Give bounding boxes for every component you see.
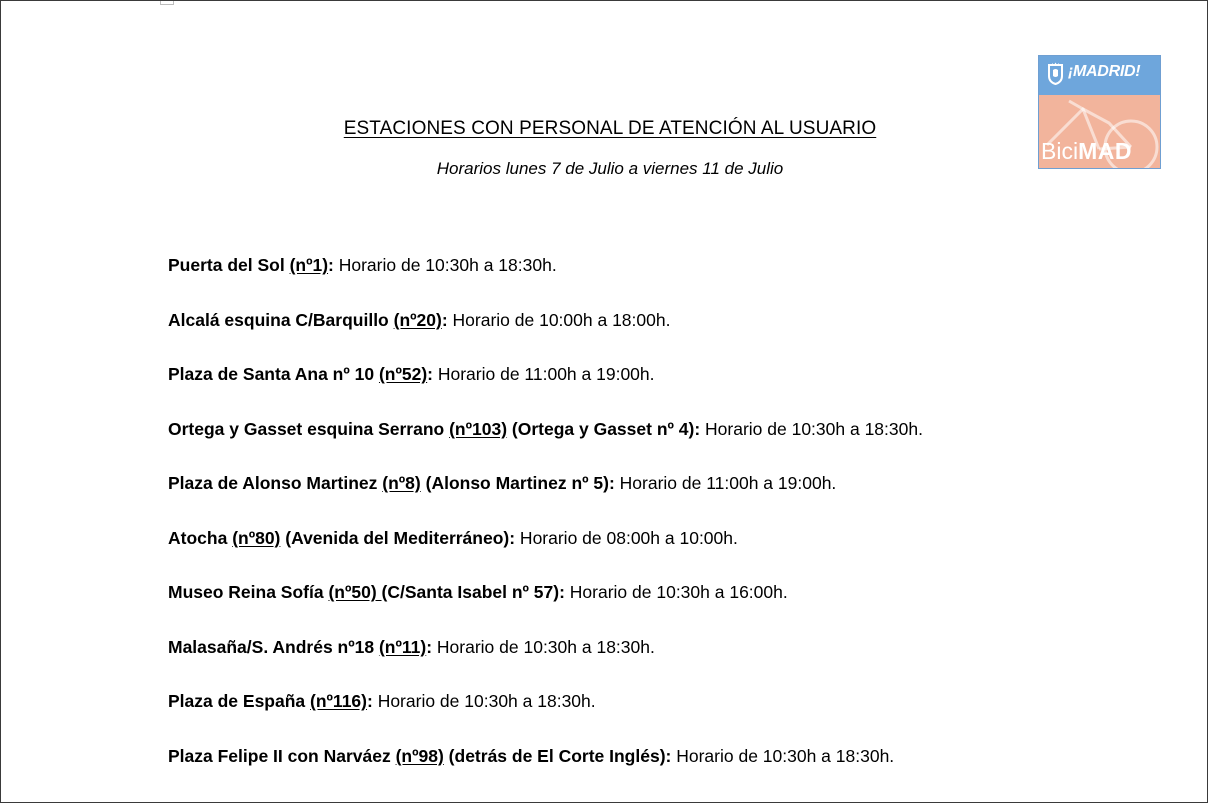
station-schedule: Horario de 10:30h a 18:30h. xyxy=(333,255,557,275)
station-number: (nº1) xyxy=(289,255,329,275)
station-colon: : xyxy=(559,582,565,602)
station-schedule: Horario de 10:30h a 18:30h. xyxy=(372,691,596,711)
station-item xyxy=(168,635,923,690)
logo-madrid-band xyxy=(1039,56,1161,95)
station-colon: : xyxy=(694,418,701,439)
station-address: (detrás de El Corte Inglés) xyxy=(443,745,666,766)
station-name: Plaza de España xyxy=(168,691,311,711)
station-colon: : xyxy=(328,255,334,275)
station-schedule: Horario de 10:30h a 18:30h. xyxy=(671,745,895,766)
station-item xyxy=(168,471,923,526)
page-corner-mark xyxy=(160,0,174,5)
station-address: (Alonso Martinez nº 5) xyxy=(420,473,609,493)
station-schedule: Horario de 11:00h a 19:00h. xyxy=(614,473,837,493)
station-number: (nº103) xyxy=(449,418,508,439)
station-name: Museo Reina Sofía xyxy=(168,582,329,602)
station-item xyxy=(168,308,923,363)
station-number: (nº52) xyxy=(378,364,428,384)
station-schedule: Horario de 10:00h a 18:00h. xyxy=(447,309,671,330)
station-colon: : xyxy=(665,745,672,766)
bicimad-logo xyxy=(1038,55,1161,169)
station-number: (nº11) xyxy=(378,636,427,657)
station-number: (nº8) xyxy=(382,473,421,493)
logo-mad-bold: MAD xyxy=(1078,138,1132,164)
station-schedule: Horario de 10:30h a 18:30h. xyxy=(432,636,655,657)
station-number: (nº98) xyxy=(395,745,444,766)
station-schedule: Horario de 11:00h a 19:00h. xyxy=(433,364,655,384)
station-colon: : xyxy=(427,364,433,384)
station-schedule: Horario de 10:30h a 16:00h. xyxy=(564,582,788,602)
station-item xyxy=(168,526,923,581)
station-address: (C/Santa Isabel nº 57) xyxy=(381,582,560,602)
station-number: (nº50) xyxy=(328,582,382,602)
document-title: ESTACIONES CON PERSONAL DE ATENCIÓN AL USUARIO xyxy=(343,118,877,139)
document-subtitle: Horarios lunes 7 de Julio a viernes 11 de Julio xyxy=(436,159,784,178)
station-address: (Avenida del Mediterráneo) xyxy=(280,527,510,548)
station-colon: : xyxy=(367,691,373,711)
station-item xyxy=(168,253,923,308)
station-item xyxy=(168,689,923,744)
station-item xyxy=(168,580,923,635)
station-number: (nº20) xyxy=(393,309,442,330)
station-colon: : xyxy=(509,527,516,548)
station-number: (nº80) xyxy=(232,527,281,548)
station-colon: : xyxy=(426,636,433,657)
station-schedule: Horario de 08:00h a 10:00h. xyxy=(515,527,738,548)
station-schedule: Horario de 10:30h a 18:30h. xyxy=(700,418,923,439)
station-name: Malasaña/S. Andrés nº18 xyxy=(168,636,379,657)
station-item xyxy=(168,744,923,799)
station-colon: : xyxy=(608,473,615,493)
station-address: (Ortega y Gasset nº 4) xyxy=(507,418,695,439)
station-item xyxy=(168,362,923,417)
station-list xyxy=(168,253,923,798)
logo-madrid-text: ¡MADRID! xyxy=(1068,63,1141,80)
station-name: Plaza Felipe II con Narváez xyxy=(168,745,396,766)
station-colon: : xyxy=(441,309,448,330)
station-name: Atocha xyxy=(168,527,233,548)
station-name: Puerta del Sol xyxy=(168,255,290,275)
station-name: Ortega y Gasset esquina Serrano xyxy=(168,418,450,439)
station-name: Plaza de Santa Ana nº 10 xyxy=(168,364,379,384)
station-name: Plaza de Alonso Martinez xyxy=(168,473,383,493)
logo-bici-light: Bici xyxy=(1041,138,1079,164)
station-name: Alcalá esquina C/Barquillo xyxy=(168,309,394,330)
station-item xyxy=(168,417,923,472)
madrid-shield-icon xyxy=(1047,62,1064,85)
station-number: (nº116) xyxy=(310,691,367,711)
